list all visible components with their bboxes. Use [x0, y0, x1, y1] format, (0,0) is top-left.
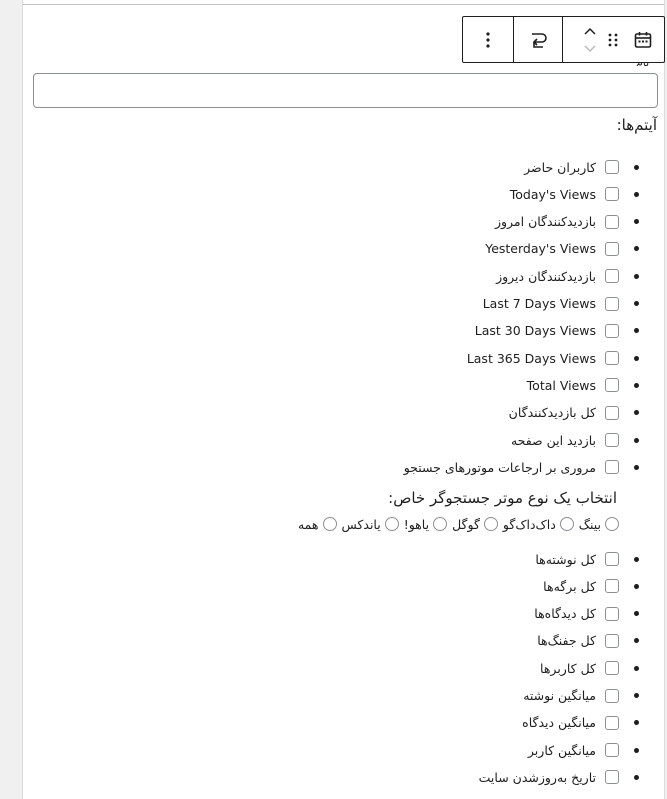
list-item	[67, 430, 667, 450]
transform-icon	[526, 28, 550, 52]
item-checkbox[interactable]	[605, 433, 619, 447]
item-label: میانگین دیدگاه	[522, 715, 596, 731]
engine-radio[interactable]	[484, 517, 498, 531]
transform-button[interactable]	[526, 28, 550, 52]
item-checkbox[interactable]	[605, 770, 619, 784]
engine-option[interactable]	[404, 517, 447, 532]
list-item	[67, 740, 667, 760]
item-label: کاربران حاضر	[524, 159, 596, 175]
item-checkbox[interactable]	[605, 269, 619, 283]
drag-handle-icon	[607, 32, 619, 48]
engine-radio[interactable]	[385, 517, 399, 531]
item-label: کل بازدیدکنندگان	[508, 405, 596, 421]
engine-option[interactable]	[579, 517, 619, 532]
list-bullet	[634, 246, 639, 251]
item-label: کل برگه‌ها	[543, 578, 596, 594]
block-toolbar	[462, 16, 665, 63]
list-bullet	[634, 383, 639, 388]
item-label: Last 30 Days Views	[474, 323, 596, 339]
list-bullet	[634, 165, 639, 170]
editor-top-border	[0, 0, 667, 5]
item-label: بازدیدکنندگان دیروز	[496, 268, 596, 284]
list-item	[67, 658, 667, 678]
block-parent-group	[562, 17, 664, 62]
move-up-button[interactable]	[582, 22, 598, 40]
block-mover	[580, 22, 600, 58]
search-engine-options	[293, 515, 619, 533]
list-bullet	[634, 410, 639, 415]
list-item	[67, 266, 667, 286]
engine-label: یاندکس	[341, 516, 381, 532]
drag-handle[interactable]	[600, 17, 626, 62]
list-item	[67, 686, 667, 706]
item-checkbox[interactable]	[605, 716, 619, 730]
list-item	[67, 321, 667, 341]
list-bullet	[634, 465, 639, 470]
item-checkbox[interactable]	[605, 607, 619, 621]
item-label: Total Views	[526, 377, 596, 393]
engine-option[interactable]	[298, 517, 337, 532]
item-label: مروری بر ارجاعات موتورهای جستجو	[403, 459, 596, 475]
calendar-icon	[633, 30, 653, 50]
item-label: Today's Views	[509, 186, 596, 202]
engine-radio[interactable]	[323, 517, 337, 531]
item-label: کل کاربرها	[540, 660, 596, 676]
item-checkbox[interactable]	[605, 579, 619, 593]
list-item	[67, 239, 667, 259]
more-options-icon	[476, 28, 500, 52]
more-options-button[interactable]	[476, 28, 500, 52]
list-item	[67, 604, 667, 624]
engine-option[interactable]	[503, 517, 574, 532]
engine-label: بینگ	[578, 516, 601, 532]
list-bullet	[634, 666, 639, 671]
block-options-group	[463, 17, 513, 62]
item-checkbox[interactable]	[605, 297, 619, 311]
list-item	[67, 375, 667, 395]
engine-radio[interactable]	[560, 517, 574, 531]
item-checkbox[interactable]	[605, 460, 619, 474]
block-type-button[interactable]	[626, 17, 660, 62]
list-item	[67, 631, 667, 651]
list-bullet	[634, 219, 639, 224]
list-item	[67, 294, 667, 314]
item-checkbox[interactable]	[605, 406, 619, 420]
item-checkbox[interactable]	[605, 351, 619, 365]
list-item	[67, 457, 667, 477]
engine-option[interactable]	[342, 517, 399, 532]
engine-label: داک‌داک‌گو	[502, 516, 556, 532]
item-label: کل جفنگ‌ها	[537, 633, 596, 649]
editor-left-gutter	[0, 0, 23, 799]
item-label: میانگین نوشته	[523, 688, 596, 703]
item-label: میانگین کاربر	[527, 742, 596, 758]
list-bullet	[634, 438, 639, 443]
list-bullet	[634, 584, 639, 589]
list-item	[67, 157, 667, 177]
engine-label: گوگل	[452, 516, 480, 532]
transform-group	[513, 17, 562, 62]
item-label: Last 365 Days Views	[466, 350, 596, 366]
list-item	[67, 767, 667, 787]
item-checkbox[interactable]	[605, 187, 619, 201]
move-down-icon	[582, 42, 598, 56]
engine-label: همه	[297, 516, 319, 532]
move-up-icon	[582, 24, 598, 38]
item-checkbox[interactable]	[605, 552, 619, 566]
item-checkbox[interactable]	[605, 689, 619, 703]
list-bullet	[634, 748, 639, 753]
item-checkbox[interactable]	[605, 215, 619, 229]
items-heading: آیتم‌ها:	[616, 116, 657, 134]
list-bullet	[634, 693, 639, 698]
list-bullet	[634, 720, 639, 725]
item-label: کل دیدگاه‌ها	[534, 606, 596, 622]
list-bullet	[634, 301, 639, 306]
list-item	[67, 184, 667, 204]
item-label: کل نوشته‌ها	[535, 551, 596, 567]
list-bullet	[634, 775, 639, 780]
engine-radio[interactable]	[605, 517, 619, 531]
item-checkbox[interactable]	[605, 743, 619, 757]
list-bullet	[634, 638, 639, 643]
list-item	[67, 549, 667, 569]
item-checkbox[interactable]	[605, 160, 619, 174]
move-down-button[interactable]	[582, 40, 598, 58]
item-label: تاریخ به‌روزشدن سایت	[478, 769, 596, 785]
list-item	[67, 212, 667, 232]
item-label: بازدیدکنندگان امروز	[494, 214, 596, 230]
list-bullet	[634, 611, 639, 616]
list-bullet	[634, 192, 639, 197]
item-checkbox[interactable]	[605, 324, 619, 338]
engine-radio[interactable]	[433, 517, 447, 531]
list-bullet	[634, 557, 639, 562]
list-bullet	[634, 274, 639, 279]
item-label: Yesterday's Views	[485, 241, 596, 257]
search-engine-heading: انتخاب یک نوع موتر جستجوگر خاص:	[388, 489, 617, 507]
list-bullet	[634, 356, 639, 361]
engine-label: یاهو!	[403, 516, 430, 532]
item-checkbox[interactable]	[605, 661, 619, 675]
list-item	[67, 403, 667, 423]
item-label: Last 7 Days Views	[482, 296, 596, 311]
title-input[interactable]	[33, 73, 658, 108]
item-label: بازدید این صفحه	[510, 432, 596, 448]
list-item	[67, 713, 667, 733]
item-checkbox[interactable]	[605, 242, 619, 256]
item-checkbox[interactable]	[605, 634, 619, 648]
list-item	[67, 576, 667, 596]
list-bullet	[634, 328, 639, 333]
engine-option[interactable]	[452, 517, 498, 532]
list-item	[67, 348, 667, 368]
item-checkbox[interactable]	[605, 378, 619, 392]
